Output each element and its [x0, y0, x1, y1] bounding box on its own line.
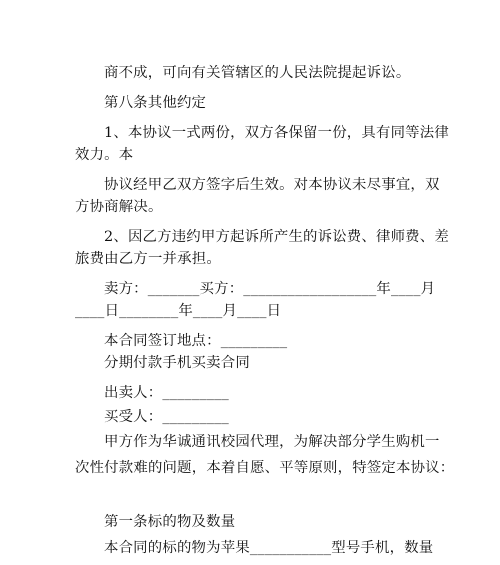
text-line-preamble: 甲方作为华诚通讯校园代理，为解决部分学生购机一: [104, 434, 440, 450]
text-line-subject-matter: 本合同的标的物为苹果___________型号手机，数量: [104, 540, 434, 556]
text-line-fees-clause: 2、因乙方违约甲方起诉所产生的诉讼费、律师费、差: [104, 229, 449, 245]
text-line-fees-clause-cont: 旅费由乙方一并承担。: [75, 251, 221, 267]
signature-line-seller-buyer: 卖方：_______买方：__________________年____月: [104, 281, 436, 297]
field-line-seller: 出卖人：_________: [104, 385, 229, 401]
section-heading-article-1: 第一条标的物及数量: [104, 514, 236, 530]
section-heading-article-8: 第八条其他约定: [104, 95, 207, 111]
contract-title: 分期付款手机买卖合同: [104, 355, 250, 371]
text-line-effect-clause: 协议经甲乙双方签字后生效。对本协议未尽事宜，双: [104, 177, 440, 193]
text-line-arbitration-clause: 商不成，可向有关管辖区的人民法院提起诉讼。: [104, 65, 411, 81]
field-line-buyer: 买受人：_________: [104, 409, 229, 425]
signature-line-dates: ____日________年____月____日: [75, 303, 282, 319]
text-line-effect-clause-cont: 方协商解决。: [75, 199, 163, 215]
text-line-signing-place: 本合同签订地点：_________: [104, 333, 288, 349]
text-line-copies-clause-cont: 效力。本: [75, 147, 134, 163]
text-line-preamble-cont: 次性付款难的问题，本着自愿、平等原则，特签定本协议：: [75, 460, 455, 476]
text-line-copies-clause: 1、本协议一式两份，双方各保留一份，具有同等法律: [104, 125, 449, 141]
